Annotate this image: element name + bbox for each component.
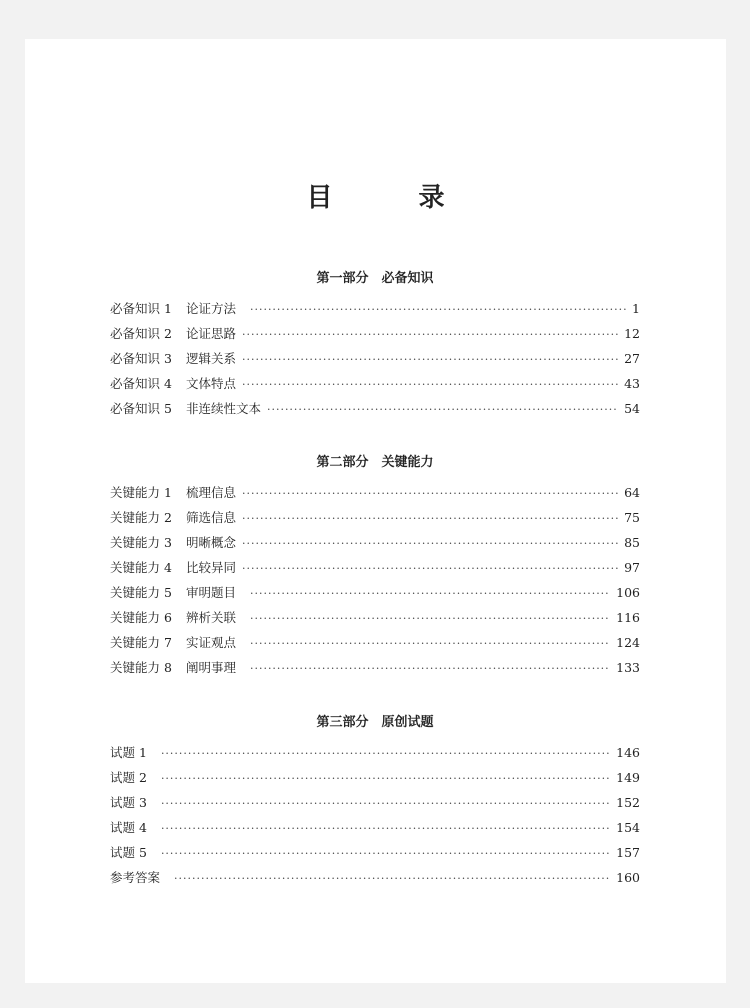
toc-entry[interactable]: [110, 605, 640, 630]
entry-label: 试题 3: [110, 795, 147, 810]
toc-entry[interactable]: [110, 740, 640, 765]
toc-entry[interactable]: [110, 505, 640, 530]
page-title: 目 录: [306, 183, 475, 213]
entry-label: 必备知识 2: [110, 326, 172, 341]
toc-entry[interactable]: [110, 580, 640, 605]
entry-topic: 明晰概念: [185, 535, 236, 550]
entry-label: 关键能力 5: [110, 585, 172, 600]
toc-entry[interactable]: [110, 371, 640, 396]
entry-topic: 论证方法: [185, 301, 236, 316]
toc-section-3: [110, 713, 640, 890]
toc-entry[interactable]: [110, 555, 640, 580]
entry-page-number: 146: [616, 745, 640, 760]
entry-label: 必备知识 1: [110, 301, 172, 316]
entry-topic: 辨析关联: [185, 610, 236, 625]
toc-entry[interactable]: [110, 815, 640, 840]
toc-entry[interactable]: [110, 840, 640, 865]
entry-label: 必备知识 3: [110, 351, 172, 366]
dot-leader: [242, 506, 618, 531]
toc-entry[interactable]: [110, 765, 640, 790]
entry-label: 试题 5: [110, 845, 147, 860]
entry-page-number: 85: [624, 535, 640, 550]
section-heading: 第三部分 原创试题: [316, 715, 434, 730]
entry-page-number: 75: [624, 510, 640, 525]
dot-leader: [242, 481, 618, 506]
toc-entry[interactable]: [110, 346, 640, 371]
toc-entry[interactable]: [110, 655, 640, 680]
entry-page-number: 157: [616, 845, 640, 860]
section-heading: 第一部分 必备知识: [316, 271, 434, 286]
entry-page-number: 124: [616, 635, 640, 650]
entry-topic: 论证思路: [185, 326, 236, 341]
entry-topic: 实证观点: [185, 635, 236, 650]
entry-page-number: 12: [624, 326, 640, 341]
toc-entry[interactable]: [110, 296, 640, 321]
entry-topic: 审明题目: [185, 585, 236, 600]
entry-page-number: 106: [616, 585, 640, 600]
dot-leader: [242, 372, 618, 397]
entry-page-number: 154: [616, 820, 640, 835]
toc-entry[interactable]: [110, 865, 640, 890]
dot-leader: [161, 841, 610, 866]
dot-leader: [250, 606, 610, 631]
entry-label: 试题 1: [110, 745, 147, 760]
entry-label: 试题 2: [110, 770, 147, 785]
entry-label: 关键能力 6: [110, 610, 172, 625]
dot-leader: [250, 581, 610, 606]
entry-page-number: 160: [616, 870, 640, 885]
toc-section-2: [110, 453, 640, 680]
dot-leader: [161, 741, 610, 766]
toc-entry[interactable]: [110, 630, 640, 655]
entry-page-number: 54: [624, 401, 640, 416]
entry-label: 关键能力 8: [110, 660, 172, 675]
entry-label: 关键能力 3: [110, 535, 172, 550]
toc-entry[interactable]: [110, 321, 640, 346]
dot-leader: [242, 347, 618, 372]
entry-label: 关键能力 7: [110, 635, 172, 650]
dot-leader: [242, 556, 618, 581]
entry-topic: 非连续性文本: [185, 401, 261, 416]
document-page: [25, 39, 726, 983]
entry-page-number: 116: [616, 610, 640, 625]
entry-label: 试题 4: [110, 820, 147, 835]
dot-leader: [174, 866, 610, 891]
toc-entry[interactable]: [110, 396, 640, 421]
toc-entry[interactable]: [110, 480, 640, 505]
entry-page-number: 27: [624, 351, 640, 366]
dot-leader: [161, 791, 610, 816]
entry-page-number: 1: [632, 301, 640, 316]
entry-topic: 逻辑关系: [185, 351, 236, 366]
dot-leader: [250, 631, 610, 656]
entry-topic: 文体特点: [185, 376, 236, 391]
entry-topic: 梳理信息: [185, 485, 236, 500]
toc-section-1: [110, 269, 640, 421]
entry-page-number: 149: [616, 770, 640, 785]
toc-entry[interactable]: [110, 790, 640, 815]
entry-topic: 比较异同: [185, 560, 236, 575]
entry-page-number: 152: [616, 795, 640, 810]
entry-page-number: 43: [624, 376, 640, 391]
entry-label: 关键能力 1: [110, 485, 172, 500]
section-heading: 第二部分 关键能力: [316, 455, 434, 470]
dot-leader: [250, 297, 626, 322]
entry-label: 必备知识 5: [110, 401, 172, 416]
entry-topic: 筛选信息: [185, 510, 236, 525]
dot-leader: [242, 322, 618, 347]
entry-label: 关键能力 4: [110, 560, 172, 575]
toc-entry[interactable]: [110, 530, 640, 555]
dot-leader: [161, 766, 610, 791]
dot-leader: [161, 816, 610, 841]
entry-label: 关键能力 2: [110, 510, 172, 525]
entry-label: 必备知识 4: [110, 376, 172, 391]
dot-leader: [242, 531, 618, 556]
entry-topic: 阐明事理: [185, 660, 236, 675]
entry-page-number: 64: [624, 485, 640, 500]
dot-leader: [250, 656, 610, 681]
entry-label: 参考答案: [110, 870, 161, 885]
entry-page-number: 97: [624, 560, 640, 575]
entry-page-number: 133: [616, 660, 640, 675]
dot-leader: [267, 397, 618, 422]
